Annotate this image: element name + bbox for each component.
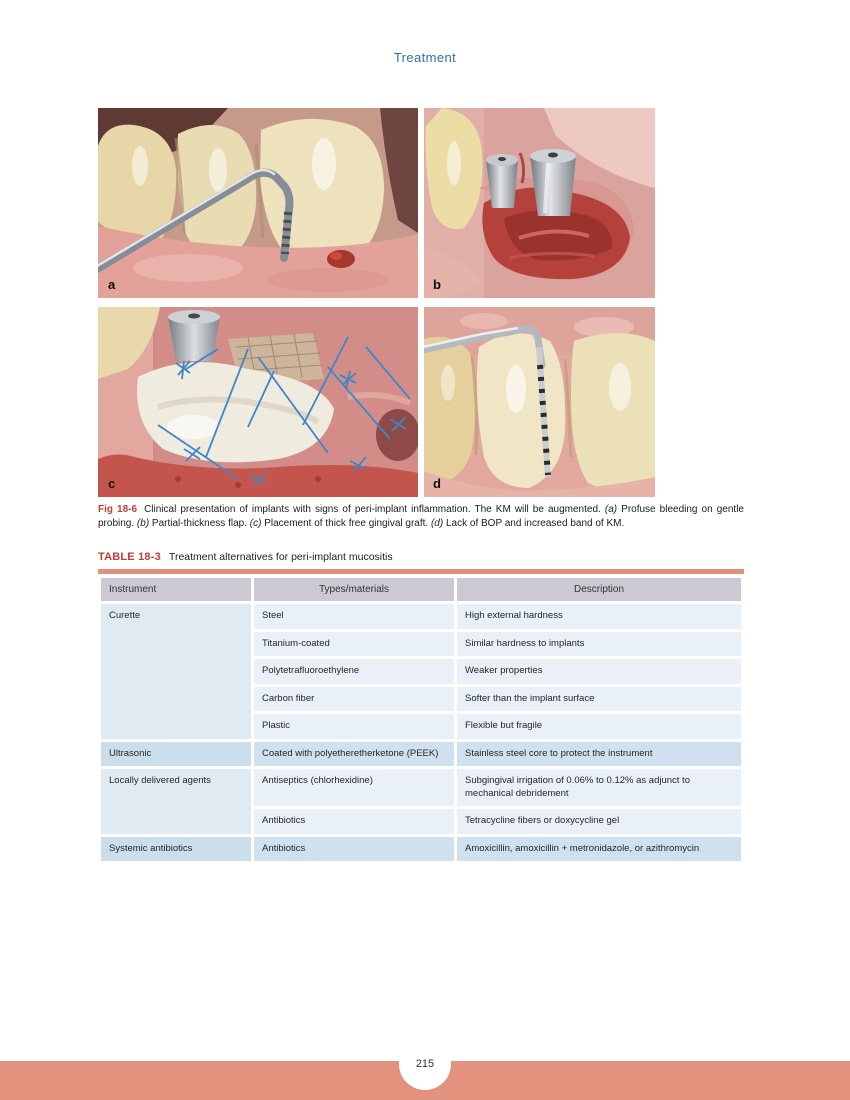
- column-header-types: Types/materials: [254, 578, 454, 601]
- photo-label-b: b: [433, 277, 441, 292]
- column-header-instrument: Instrument: [101, 578, 251, 601]
- caption-letter-d: (d): [430, 517, 444, 529]
- bleeding-spot: [327, 250, 355, 268]
- type-cell: Polytetrafluoroethylene: [254, 659, 454, 684]
- caption-text: Profuse bleeding on gentle probing.: [98, 504, 744, 529]
- table-title: Treatment alternatives for peri-implant mucositis: [168, 551, 393, 563]
- table-row: [101, 769, 741, 806]
- caption-text: Clinical presentation of implants with signs of peri-implant inflammation. The KM will be augmented.: [144, 504, 605, 515]
- table-row: [101, 742, 741, 767]
- table-accent-rule: [98, 569, 744, 574]
- photo-label-d: d: [433, 476, 441, 491]
- description-cell: Softer than the implant surface: [457, 687, 741, 712]
- instrument-cell: Locally delivered agents: [101, 769, 251, 834]
- table-row: [101, 837, 741, 862]
- photo-b-illustration: [424, 108, 655, 298]
- description-cell: Weaker properties: [457, 659, 741, 684]
- description-cell: Subgingival irrigation of 0.06% to 0.12% as adjunct to mechanical debridement: [457, 769, 741, 806]
- table-label: TABLE 18-3: [98, 551, 161, 563]
- treatment-table: [98, 575, 744, 864]
- description-cell: Similar hardness to implants: [457, 632, 741, 657]
- type-cell: Antibiotics: [254, 837, 454, 862]
- clinical-photo-a: [98, 108, 418, 298]
- table-heading: [98, 551, 744, 563]
- caption-text: Lack of BOP and increased band of KM.: [443, 517, 625, 529]
- figure-caption-label: Fig 18-6: [98, 504, 138, 515]
- photo-a-illustration: [98, 108, 418, 298]
- figure-caption: [98, 503, 744, 530]
- description-cell: Flexible but fragile: [457, 714, 741, 739]
- clinical-photo-d: [424, 307, 655, 497]
- type-cell: Carbon fiber: [254, 687, 454, 712]
- description-cell: High external hardness: [457, 604, 741, 629]
- running-head: Treatment: [393, 50, 457, 65]
- instrument-cell: Curette: [101, 604, 251, 739]
- caption-letter-b: (b): [136, 517, 150, 529]
- photo-label-a: a: [108, 277, 116, 292]
- page-number: 215: [415, 1058, 435, 1070]
- column-header-description: Description: [457, 578, 741, 601]
- caption-text: Partial-thickness flap.: [149, 517, 250, 529]
- page-number-badge: [399, 1038, 451, 1090]
- photo-label-c: c: [108, 476, 116, 491]
- type-cell: Antibiotics: [254, 809, 454, 834]
- type-cell: Titanium-coated: [254, 632, 454, 657]
- photo-c-illustration: [98, 307, 418, 497]
- caption-text: Placement of thick free gingival graft.: [261, 517, 431, 529]
- clinical-photo-b: [424, 108, 655, 298]
- type-cell: Coated with polyetheretherketone (PEEK): [254, 742, 454, 767]
- type-cell: Antiseptics (chlorhexidine): [254, 769, 454, 806]
- instrument-cell: Systemic antibiotics: [101, 837, 251, 862]
- type-cell: Steel: [254, 604, 454, 629]
- caption-letter-a: (a): [604, 504, 618, 515]
- table-row: [101, 604, 741, 629]
- description-cell: Tetracycline fibers or doxycycline gel: [457, 809, 741, 834]
- clinical-photo-c: [98, 307, 418, 497]
- photo-d-illustration: [424, 307, 655, 497]
- description-cell: Stainless steel core to protect the instrument: [457, 742, 741, 767]
- type-cell: Plastic: [254, 714, 454, 739]
- instrument-cell: Ultrasonic: [101, 742, 251, 767]
- caption-letter-c: (c): [249, 517, 262, 529]
- description-cell: Amoxicillin, amoxicillin + metronidazole, or azithromycin: [457, 837, 741, 862]
- table-header-row: [101, 578, 741, 601]
